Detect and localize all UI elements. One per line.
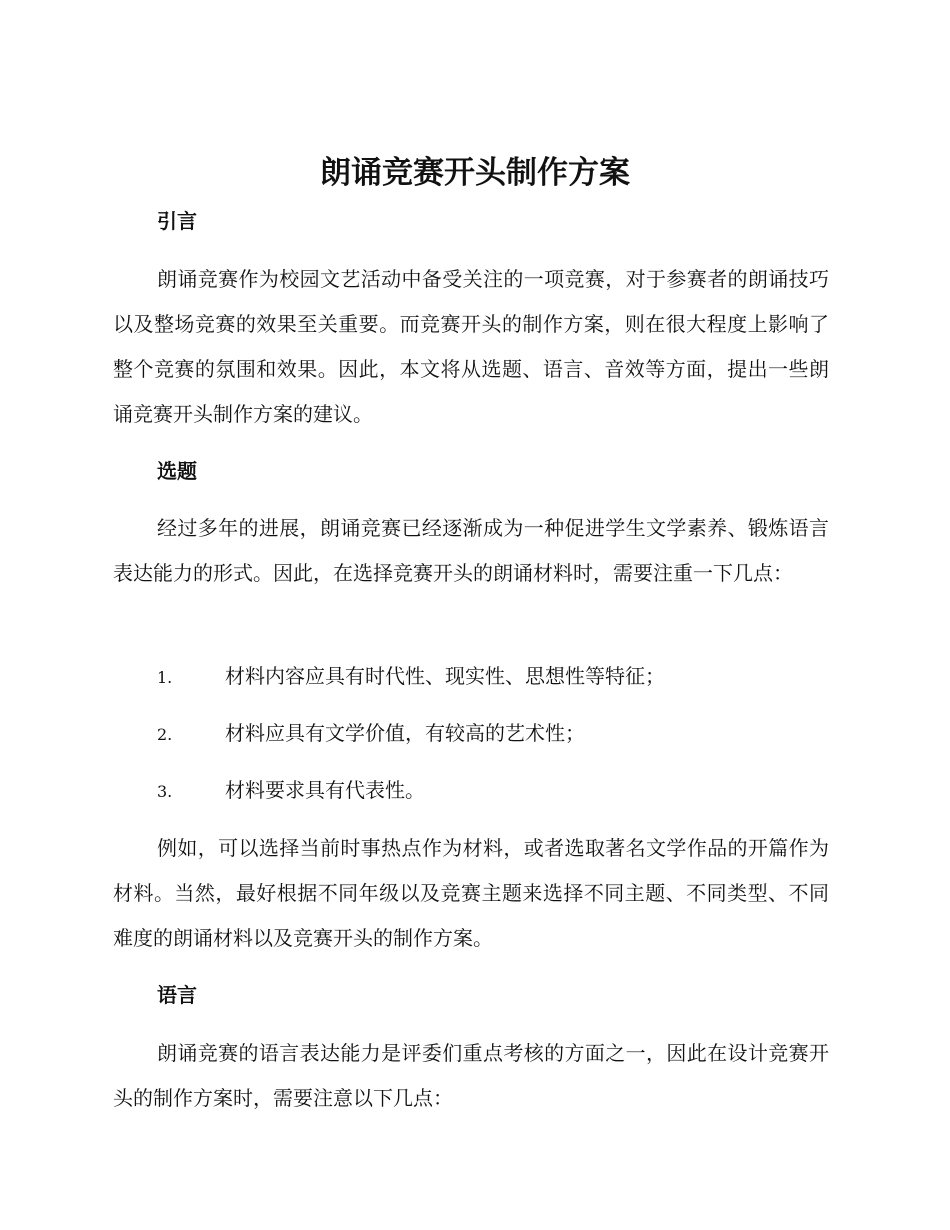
topic-example-paragraph: 例如，可以选择当前时事热点作为材料，或者选取著名文学作品的开篇作为材料。当然，最好根据不同年级以及竞赛主题来选择不同主题、不同类型、不同难度的朗诵材料以及竞赛开头的制作方案。 [113, 836, 829, 950]
topic-paragraph: 经过多年的进展，朗诵竞赛已经逐渐成为一种促进学生文学素养、锻炼语言表达能力的形式。因此，在选择竞赛开头的朗诵材料时，需要注重一下几点： [113, 516, 829, 585]
list-item-text: 材料要求具有代表性。 [225, 778, 425, 802]
language-paragraph: 朗诵竞赛的语言表达能力是评委们重点考核的方面之一，因此在设计竞赛开头的制作方案时，需要注意以下几点： [113, 1041, 829, 1110]
list-item-number: 3. [157, 782, 173, 801]
list-item-text: 材料内容应具有时代性、现实性、思想性等特征； [225, 664, 665, 688]
section-heading-language: 语言 [157, 983, 197, 1007]
intro-paragraph: 朗诵竞赛作为校园文艺活动中备受关注的一项竞赛，对于参赛者的朗诵技巧以及整场竞赛的效果至关重要。而竞赛开头的制作方案，则在很大程度上影响了整个竞赛的氛围和效果。因此，本文将从选题、语言、音效等方面，提出一些朗诵竞赛开头制作方案的建议。 [113, 267, 829, 426]
list-item-text: 材料应具有文学价值，有较高的艺术性； [225, 721, 585, 745]
list-item [157, 661, 829, 693]
section-heading-topic: 选题 [157, 459, 197, 483]
list-item-number: 1. [157, 668, 173, 687]
list-item [157, 775, 829, 807]
document-title: 朗诵竞赛开头制作方案 [320, 155, 630, 191]
list-item [157, 718, 829, 750]
section-heading-intro: 引言 [157, 209, 197, 233]
list-item-number: 2. [157, 725, 173, 744]
